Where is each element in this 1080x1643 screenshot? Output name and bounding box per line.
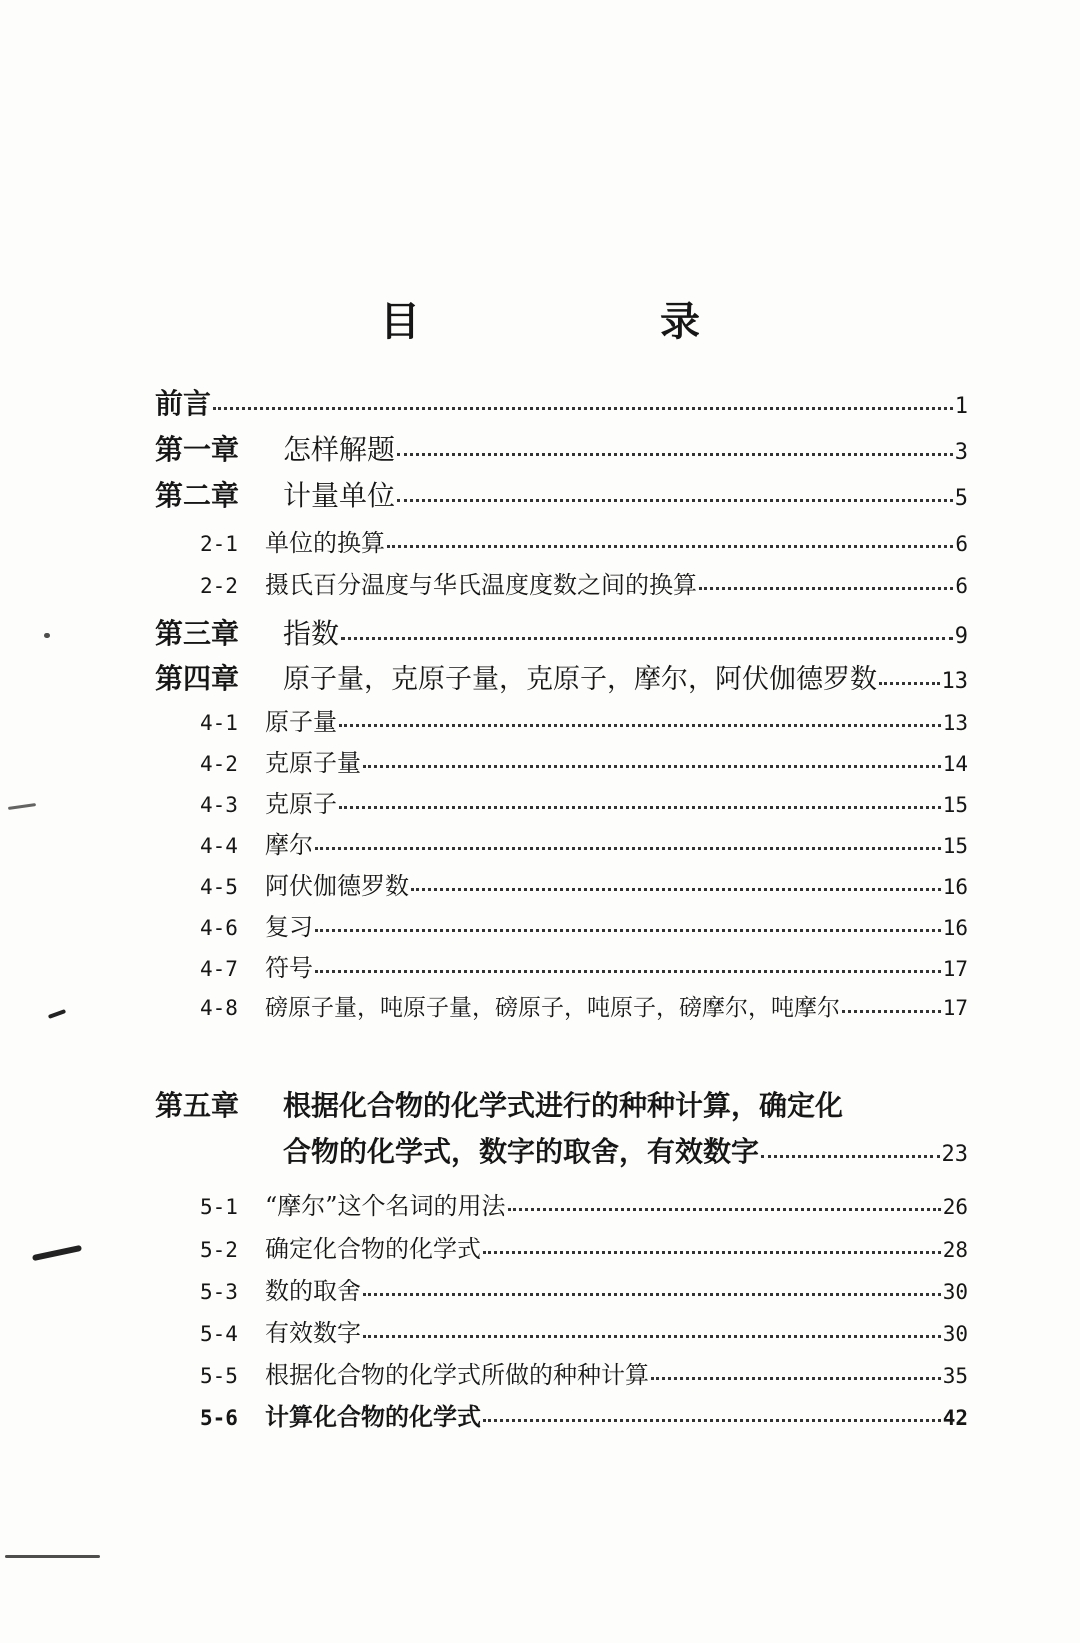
section-title: 磅原子量，吨原子量，磅原子，吨原子，磅摩尔，吨摩尔 — [265, 995, 840, 1021]
page-number: 15 — [942, 834, 968, 858]
dot-leader — [842, 1010, 941, 1013]
page-title: 目 录 — [380, 298, 800, 345]
chapter-title: 根据化合物的化学式进行的种种计算，确定化 — [283, 1089, 844, 1122]
dot-leader — [879, 682, 940, 685]
toc-entry-chapter-5-continued[interactable] — [283, 1130, 968, 1170]
section-number: 4-5 — [200, 875, 238, 899]
scan-smudge — [8, 803, 36, 810]
chapter-label: 前言 — [155, 387, 212, 420]
section-number: 5-6 — [200, 1406, 238, 1430]
page-number: 3 — [954, 440, 968, 465]
chapter-label: 第三章 — [155, 617, 240, 650]
section-title: 有效数字 — [265, 1319, 361, 1347]
page-number: 5 — [954, 486, 968, 511]
dot-leader — [315, 847, 941, 850]
section-title: 原子量 — [265, 708, 337, 736]
page-number: 42 — [942, 1406, 968, 1430]
dot-leader — [699, 587, 953, 590]
page-number: 9 — [954, 624, 968, 649]
page-number: 6 — [955, 574, 968, 598]
toc-entry-chapter-2[interactable] — [155, 474, 968, 514]
page-number: 35 — [942, 1364, 968, 1388]
toc-entry-section-5-1[interactable] — [200, 1186, 968, 1221]
toc-entry-section-4-5[interactable] — [200, 866, 968, 901]
chapter-title-continued: 合物的化学式，数字的取舍，有效数字 — [283, 1135, 760, 1168]
section-title: 符号 — [265, 954, 313, 982]
page-number: 30 — [942, 1280, 968, 1304]
dot-leader — [315, 929, 941, 932]
section-title: 计算化合物的化学式 — [265, 1402, 481, 1431]
chapter-title: 指数 — [283, 617, 340, 650]
section-number: 4-7 — [200, 957, 238, 981]
section-number: 5-3 — [200, 1280, 238, 1304]
dot-leader — [651, 1377, 941, 1380]
dot-leader — [411, 888, 941, 891]
section-number: 5-5 — [200, 1364, 238, 1388]
page-number: 17 — [942, 996, 968, 1020]
toc-entry-section-2-1[interactable] — [200, 523, 968, 558]
dot-leader — [213, 407, 953, 410]
dot-leader — [363, 765, 941, 768]
chapter-title: 怎样解题 — [283, 433, 396, 466]
section-title: “摩尔”这个名词的用法 — [265, 1192, 506, 1220]
toc-entry-section-5-5[interactable] — [200, 1355, 968, 1390]
page-number: 28 — [942, 1238, 968, 1262]
section-title: 克原子量 — [265, 749, 361, 777]
toc-entry-section-5-4[interactable] — [200, 1313, 968, 1348]
section-number: 4-6 — [200, 916, 238, 940]
toc-entry-preface[interactable] — [155, 382, 968, 422]
section-title: 复习 — [265, 913, 313, 941]
section-number: 4-8 — [200, 996, 238, 1020]
dot-leader — [339, 724, 941, 727]
page-number: 16 — [942, 916, 968, 940]
toc-entry-section-4-2[interactable] — [200, 743, 968, 778]
dot-leader — [339, 806, 941, 809]
page-number: 26 — [942, 1195, 968, 1219]
page-number: 13 — [941, 669, 968, 694]
dot-leader — [397, 499, 953, 502]
section-number: 2-1 — [200, 532, 238, 556]
chapter-label: 第五章 — [155, 1089, 240, 1122]
dot-leader — [397, 453, 953, 456]
dot-leader — [315, 970, 941, 973]
scan-speck — [44, 633, 50, 638]
dot-leader — [363, 1293, 941, 1296]
page-number: 23 — [941, 1142, 968, 1167]
page-number: 6 — [955, 532, 968, 556]
toc-entry-section-4-3[interactable] — [200, 784, 968, 819]
scan-smudge — [5, 1555, 100, 1558]
section-number: 4-2 — [200, 752, 238, 776]
section-title: 数的取舍 — [265, 1277, 361, 1305]
toc-entry-chapter-3[interactable] — [155, 612, 968, 652]
section-title: 确定化合物的化学式 — [265, 1235, 481, 1263]
toc-entry-section-5-2[interactable] — [200, 1229, 968, 1264]
toc-entry-section-4-1[interactable] — [200, 702, 968, 737]
chapter-label: 第一章 — [155, 433, 240, 466]
page-number: 17 — [942, 957, 968, 981]
page-number: 30 — [942, 1322, 968, 1346]
section-title: 摄氏百分温度与华氏温度度数之间的换算 — [265, 571, 697, 599]
chapter-title: 原子量，克原子量，克原子，摩尔，阿伏伽德罗数 — [283, 664, 877, 695]
section-number: 5-1 — [200, 1195, 238, 1219]
section-number: 2-2 — [200, 574, 238, 598]
chapter-label: 第四章 — [155, 662, 240, 695]
section-title: 摩尔 — [265, 831, 313, 859]
scan-smudge — [32, 1245, 82, 1261]
section-title: 单位的换算 — [265, 529, 385, 557]
toc-entry-section-5-3[interactable] — [200, 1271, 968, 1306]
toc-entry-section-4-4[interactable] — [200, 825, 968, 860]
section-number: 4-3 — [200, 793, 238, 817]
section-title: 克原子 — [265, 790, 337, 818]
dot-leader — [341, 637, 953, 640]
section-number: 5-2 — [200, 1238, 238, 1262]
section-number: 5-4 — [200, 1322, 238, 1346]
toc-entry-section-4-6[interactable] — [200, 907, 968, 942]
dot-leader — [483, 1419, 941, 1422]
page-number: 1 — [954, 394, 968, 419]
section-title: 阿伏伽德罗数 — [265, 872, 409, 900]
toc-entry-section-4-7[interactable] — [200, 948, 968, 983]
page-number: 15 — [942, 793, 968, 817]
toc-entry-chapter-1[interactable] — [155, 428, 968, 468]
chapter-label: 第二章 — [155, 479, 240, 512]
scan-smudge — [48, 1009, 66, 1019]
section-number: 4-1 — [200, 711, 238, 735]
dot-leader — [483, 1251, 941, 1254]
toc-entry-chapter-5[interactable] — [155, 1084, 843, 1124]
section-title: 根据化合物的化学式所做的种种计算 — [265, 1361, 649, 1389]
toc-entry-section-4-8[interactable] — [200, 989, 968, 1022]
page-number: 13 — [942, 711, 968, 735]
dot-leader — [761, 1155, 939, 1158]
dot-leader — [363, 1335, 941, 1338]
page-number: 14 — [942, 752, 968, 776]
page-number: 16 — [942, 875, 968, 899]
toc-entry-section-5-6[interactable] — [200, 1397, 968, 1432]
toc-entry-section-2-2[interactable] — [200, 565, 968, 600]
section-number: 4-4 — [200, 834, 238, 858]
chapter-title: 计量单位 — [283, 479, 396, 512]
dot-leader — [387, 545, 953, 548]
dot-leader — [508, 1208, 941, 1211]
toc-entry-chapter-4[interactable] — [155, 657, 968, 697]
